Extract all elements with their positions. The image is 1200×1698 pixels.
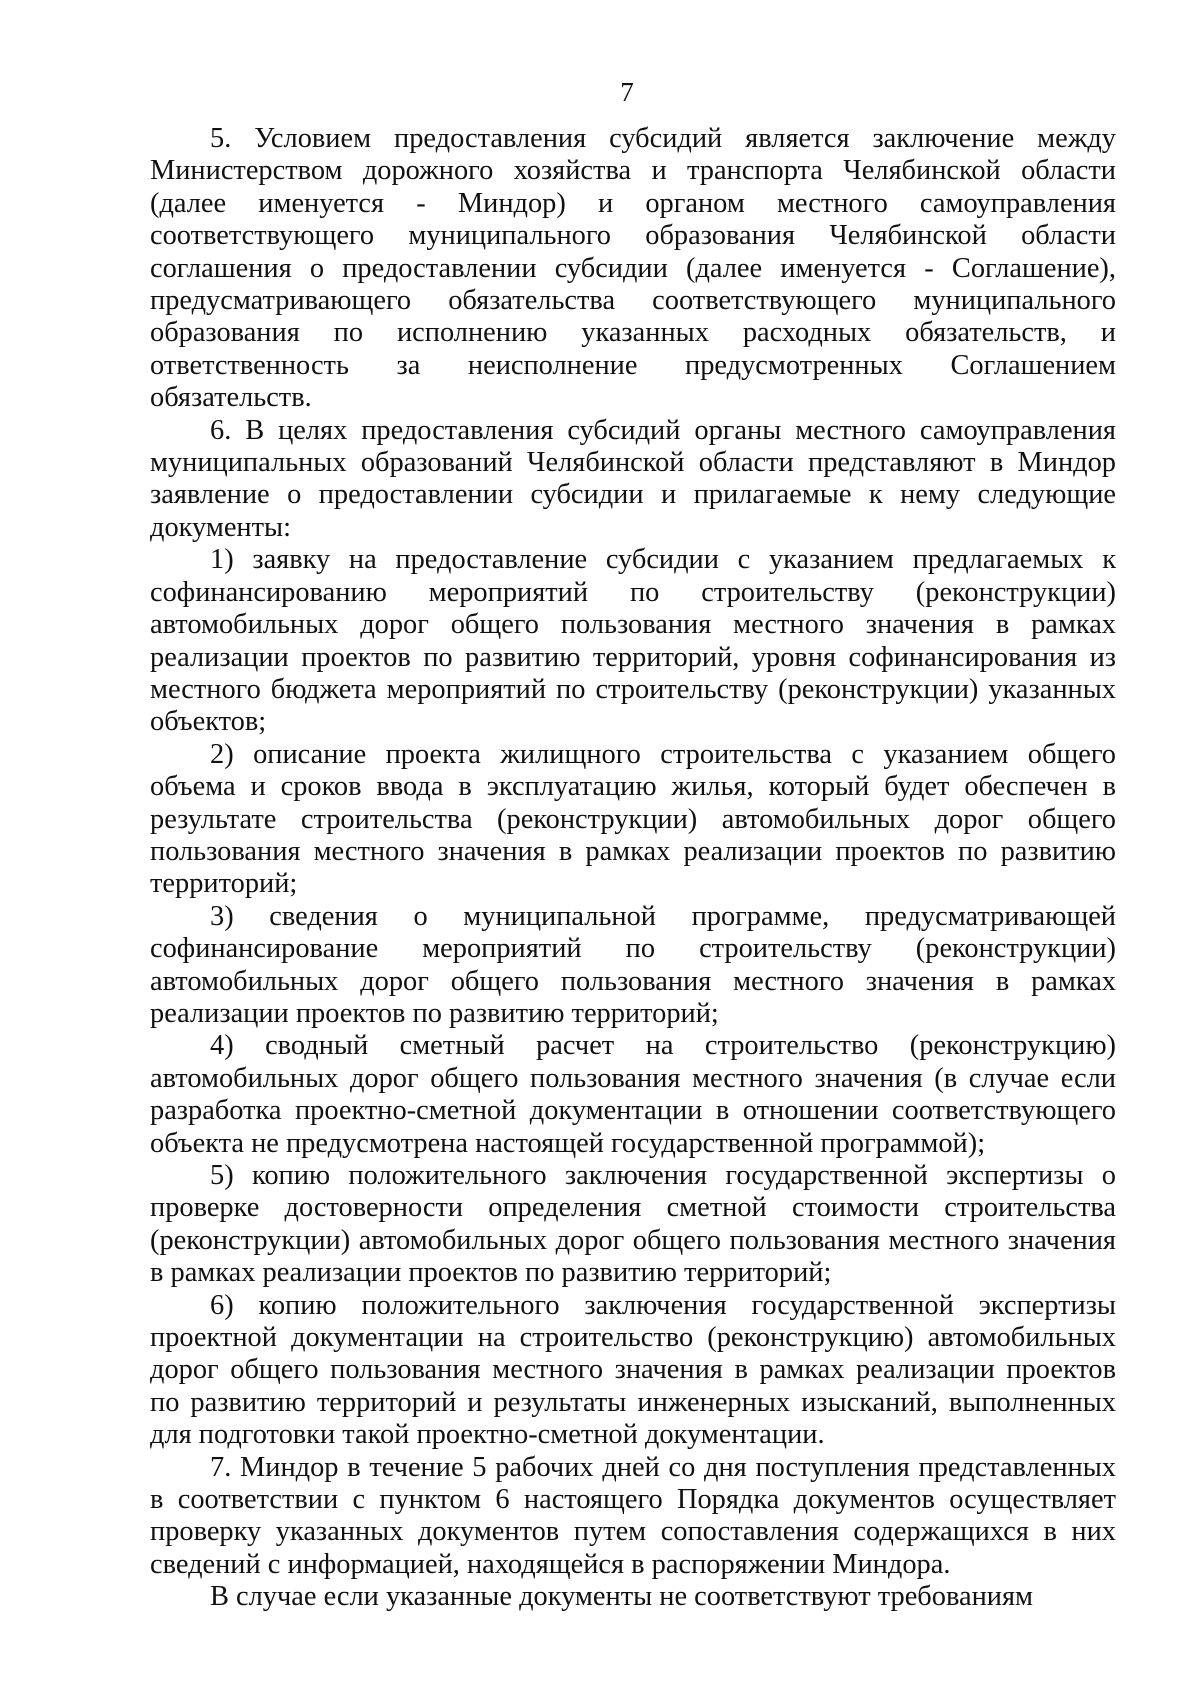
list-item-6-expertise-design: 6) копию положительного заключения государственной экспертизы проектной документации на строительство (реконструкцию) автомобильных дорог общего пользования местного значения в рамках реализации проектов по развитию территорий и результаты инженерных изысканий, выполненных для подготовки такой проектно-сметной документации. [150,1289,1116,1451]
list-item-1-request: 1) заявку на предоставление субсидии с указанием предлагаемых к софинансированию мероприятий по строительству (реконструкции) автомобильных дорог общего пользования местного значения в рамках реализации проектов по развитию территорий, уровня софинансирования из местного бюджета мероприятий по строительству (реконструкции) указанных объектов; [150,544,1116,738]
page-number: 7 [620,77,634,107]
paragraph-5-agreement-condition: 5. Условием предоставления субсидий является заключение между Министерством дорожного хозяйства и транспорта Челябинской области (далее именуется - Миндор) и органом местного самоуправления соответствующего муниципального образования Челябинской области соглашения о предоставлении субсидии (далее именуется - Соглашение), предусматривающего обязательства соответствующего муниципального образования по исполнению указанных расходных обязательств, и ответственность за неисполнение предусмотренных Соглашением обязательств. [150,123,1116,414]
list-item-5-expertise-cost: 5) копию положительного заключения государственной экспертизы о проверке достоверности определения сметной стоимости строительства (реконструкции) автомобильных дорог общего пользования местного значения в рамках реализации проектов по развитию территорий; [150,1160,1116,1289]
paragraph-6-application-documents: 6. В целях предоставления субсидий органы местного самоуправления муниципальных образований Челябинской области представляют в Миндор заявление о предоставлении субсидии и прилагаемые к нему следующие документы: [150,414,1116,543]
list-item-4-cost-estimate: 4) сводный сметный расчет на строительство (реконструкцию) автомобильных дорог общего пользования местного значения (в случае если разработка проектно-сметной документации в отношении соответствующего объекта не предусмотрена настоящей государственной программой); [150,1030,1116,1159]
paragraph-nonconformity-start: В случае если указанные документы не соответствуют требованиям [210,1581,1033,1613]
list-item-3-municipal-program: 3) сведения о муниципальной программе, предусматривающей софинансирование мероприятий по строительству (реконструкции) автомобильных дорог общего пользования местного значения в рамках реализации проектов по развитию территорий; [150,900,1116,1029]
list-item-2-housing-project: 2) описание проекта жилищного строительства с указанием общего объема и сроков ввода в эксплуатацию жилья, который будет обеспечен в результате строительства (реконструкции) автомобильных дорог общего пользования местного значения в рамках реализации проектов по развитию территорий; [150,738,1116,900]
document-body [150,123,1116,1614]
paragraph-7-review: 7. Миндор в течение 5 рабочих дней со дня поступления представленных в соответствии с пунктом 6 настоящего Порядка документов осуществляет проверку указанных документов путем сопоставления содержащихся в них сведений с информацией, находящейся в распоряжении Миндора. [150,1451,1116,1580]
